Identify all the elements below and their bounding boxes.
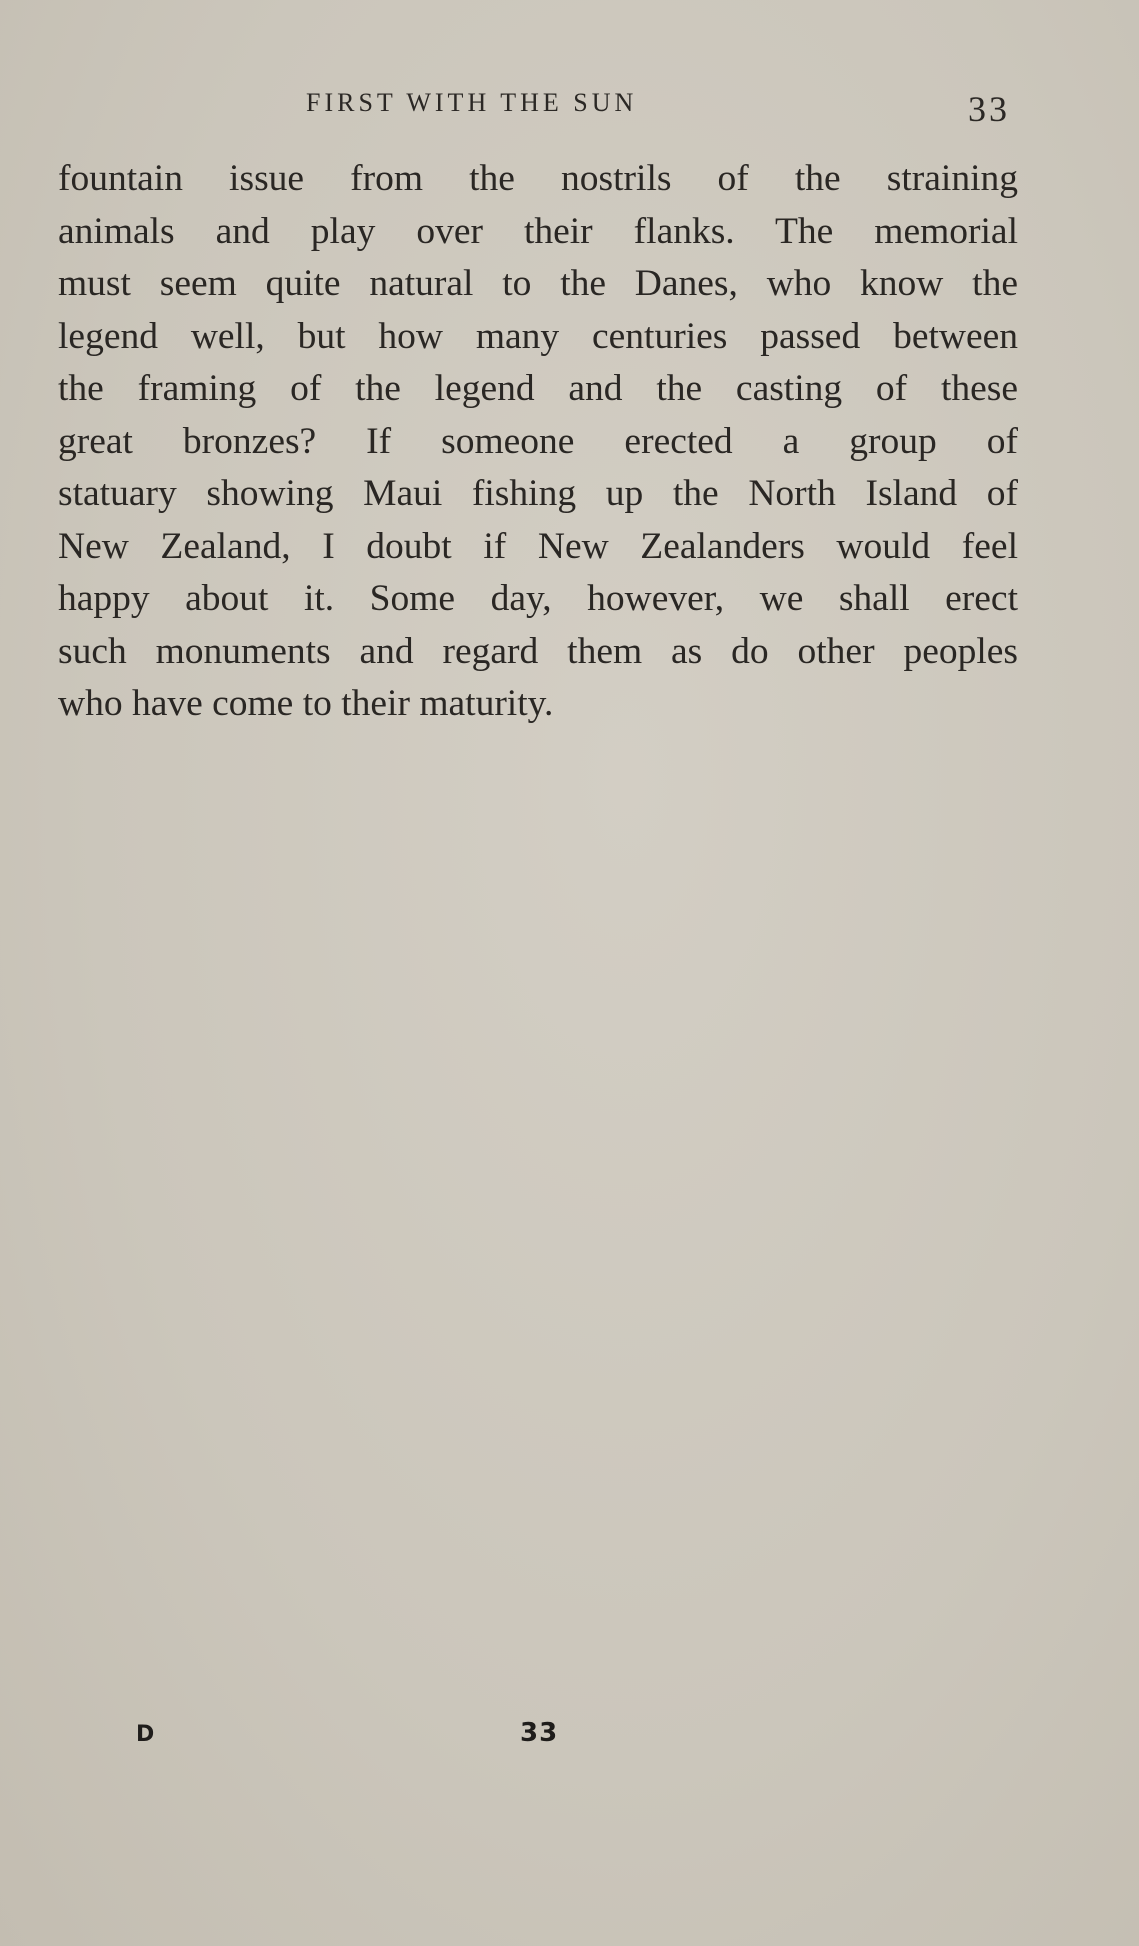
text-line: legend well, but how many centuries passed between (58, 315, 1018, 357)
running-head-title: FIRST WITH THE SUN (306, 88, 638, 117)
text-line: such monuments and regard them as do other peoples (58, 630, 1018, 672)
text-line: great bronzes? If someone erected a group of (58, 420, 1018, 462)
text-line: statuary showing Maui fishing up the North Island of (58, 473, 1018, 514)
page-number: 33 (968, 89, 1010, 129)
signature-mark: D (136, 1722, 155, 1747)
text-line: animals and play over their flanks. The memorial (58, 210, 1018, 252)
footer-folio: 33 (520, 1718, 559, 1748)
text-line: New Zealand, I doubt if New Zealanders would feel (58, 525, 1018, 567)
text-line: must seem quite natural to the Danes, who know the (58, 263, 1018, 304)
text-line: happy about it. Some day, however, we shall erect (58, 578, 1018, 619)
body-paragraph (58, 153, 1018, 731)
text-line: the framing of the legend and the casting of these (58, 368, 1018, 409)
text-line: who have come to their maturity. (58, 683, 554, 724)
text-line: fountain issue from the nostrils of the straining (58, 158, 1018, 199)
